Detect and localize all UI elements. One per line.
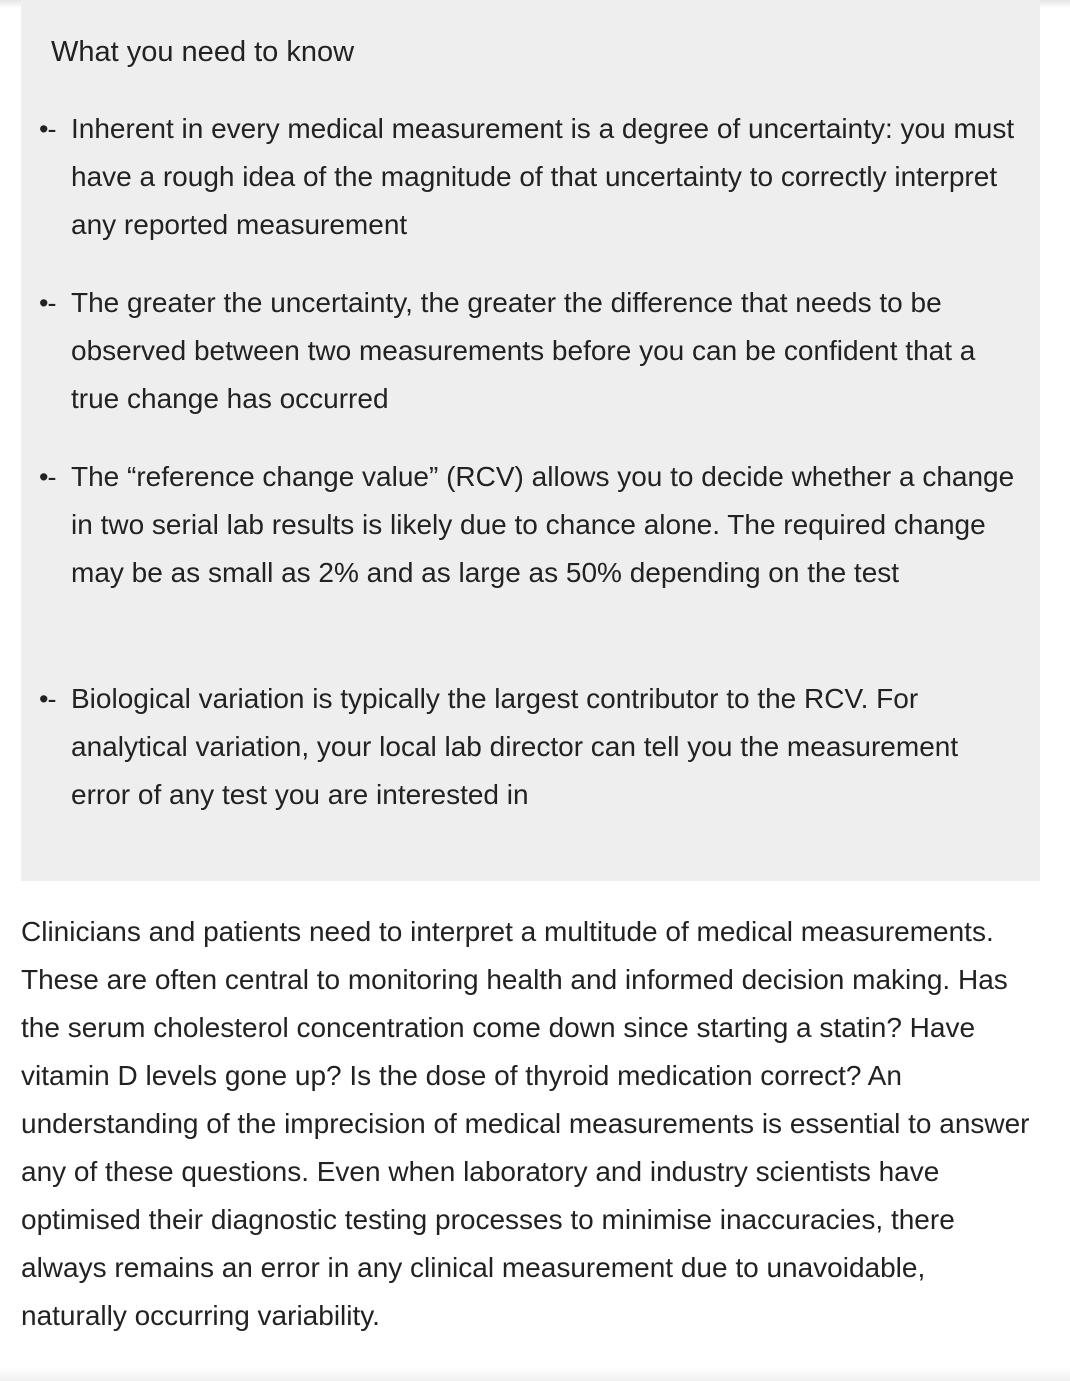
body-paragraph: Clinicians and patients need to interpret a multitude of medical measurements. These are often central to monitoring health and informed decision making. Has the serum cholesterol concentration come down since starting a statin? Have vitamin D levels gone up? Is the dose of thyroid medication correct? An understanding of the imprecision of medical measurements is essential to answer any of these questions. Even when laboratory and industry scientists have optimised their diagnostic testing processes to minimise inaccuracies, there always remains an error in any clinical measurement due to unavoidable, naturally occurring variability. bbox=[21, 916, 1030, 1331]
key-point-text: The “reference change value” (RCV) allows you to decide whether a change in two serial lab results is likely due to chance alone. The required change may be as small as 2% and as large as 50% depending on the test bbox=[71, 461, 1015, 588]
key-point-text: The greater the uncertainty, the greater the difference that needs to be observed between two measurements before you can be confident that a true change has occurred bbox=[71, 287, 976, 414]
key-point-text: Inherent in every medical measurement is a degree of uncertainty: you must have a rough idea of the magnitude of that uncertainty to correctly interpret any reported measurement bbox=[71, 113, 1015, 240]
bottom-shadow bbox=[0, 1367, 1070, 1381]
bullet-marker: •- bbox=[39, 462, 56, 492]
box-title: What you need to know bbox=[51, 36, 355, 68]
key-point-text: Biological variation is typically the largest contributor to the RCV. For analytical variation, your local lab director can tell you the measurement error of any test you are interested in bbox=[71, 683, 959, 810]
bullet-marker: •- bbox=[39, 288, 56, 318]
bullet-marker: •- bbox=[39, 684, 56, 714]
what-you-need-to-know-box bbox=[21, 0, 1040, 881]
bullet-marker: •- bbox=[39, 114, 56, 144]
